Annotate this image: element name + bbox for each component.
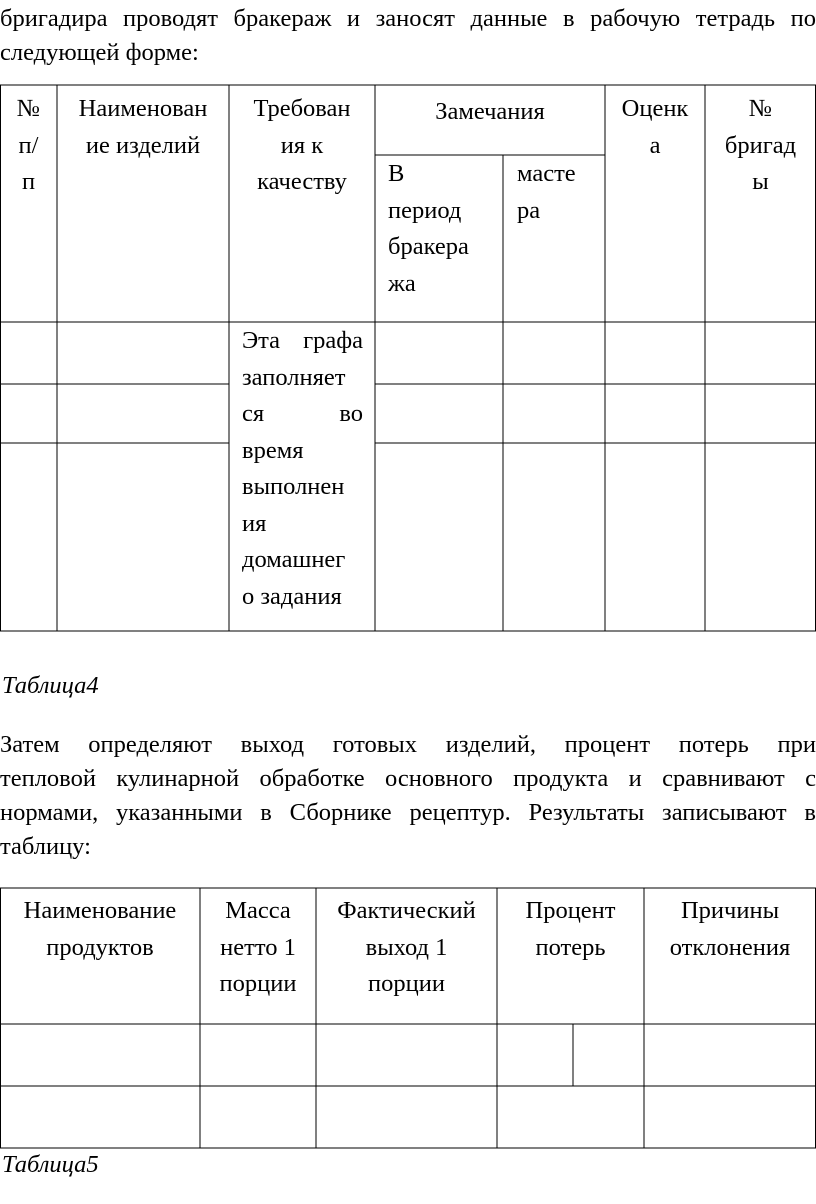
t4-header-req-line: Требован bbox=[253, 95, 351, 122]
t4-header-period-line: В bbox=[388, 160, 405, 187]
table4-caption: Таблица4 bbox=[2, 672, 99, 699]
t4-header-num-line: № bbox=[16, 95, 41, 122]
t4-header-req-line: качеству bbox=[257, 168, 347, 195]
paragraph-line-1: Затем определяют выход готовых изделий, процент потерь при bbox=[0, 731, 816, 758]
t4-header-remarks bbox=[375, 94, 605, 131]
t4-header-num-line: п bbox=[21, 168, 36, 195]
t4-note-line: о задания bbox=[242, 582, 342, 610]
t4-header-master-line: ра bbox=[517, 196, 541, 224]
paragraph-line-4: таблицу: bbox=[0, 833, 91, 860]
t4-header-brigade-line: бригад bbox=[724, 131, 797, 159]
t4-note-line: ия bbox=[242, 509, 267, 537]
t5-header-actual-line: выход 1 bbox=[365, 933, 448, 961]
t4-header-name-line: Наименован bbox=[78, 95, 208, 122]
t5-header-loss-line: потерь bbox=[535, 933, 606, 961]
t4-header-num bbox=[0, 91, 57, 201]
t5-header-reasons-line: отклонения bbox=[669, 933, 791, 961]
t4-header-brigade-line: № bbox=[748, 95, 773, 122]
t5-header-actual-line: Фактический bbox=[337, 897, 476, 924]
t4-note-cell bbox=[242, 323, 363, 615]
t5-header-loss-line: Процент bbox=[525, 897, 616, 924]
t4-header-brigade-line: ы bbox=[752, 168, 769, 195]
t4-header-name bbox=[57, 91, 229, 164]
t4-header-name-line: ие изделий bbox=[85, 131, 201, 159]
paragraph-line-2: тепловой кулинарной обработке основного продукта и сравнивают с bbox=[0, 765, 816, 792]
t4-header-req-line: ия к bbox=[280, 131, 324, 159]
t5-header-actual-line: порции bbox=[368, 970, 445, 997]
t4-note-line: ся во bbox=[242, 400, 363, 427]
t4-header-grade bbox=[605, 91, 705, 164]
t5-header-product-line: Наименование bbox=[23, 897, 177, 924]
table5-caption: Таблица5 bbox=[2, 1151, 99, 1178]
t4-header-period-line: жа bbox=[388, 269, 416, 297]
t5-header-mass-line: Масса bbox=[225, 897, 291, 924]
t4-header-period-line: бракера bbox=[388, 233, 469, 260]
t4-header-remarks-period bbox=[388, 156, 498, 302]
t4-header-requirements bbox=[229, 91, 375, 201]
t4-header-num-line: п/ bbox=[18, 131, 39, 159]
intro-line-1: бригадира проводят бракераж и заносят данные в рабочую тетрадь по bbox=[0, 5, 816, 32]
body-paragraph bbox=[0, 728, 816, 864]
t4-note-line: заполняет bbox=[242, 363, 346, 391]
t4-note-line: выполнен bbox=[242, 473, 345, 500]
t4-header-remarks-label: Замечания bbox=[435, 98, 545, 125]
t4-note-line: Эта графа bbox=[242, 327, 363, 354]
t4-header-grade-line: Оценк bbox=[621, 95, 689, 122]
t5-header-loss bbox=[497, 893, 644, 966]
t4-header-remarks-master bbox=[517, 156, 602, 229]
intro-line-2: следующей форме: bbox=[0, 39, 199, 66]
t4-note-line: время bbox=[242, 436, 304, 464]
t4-header-period-line: период bbox=[388, 196, 462, 224]
t4-header-grade-line: а bbox=[649, 131, 661, 159]
paragraph-line-3: нормами, указанными в Сборнике рецептур. Результаты записывают в bbox=[0, 799, 816, 826]
t5-header-mass bbox=[200, 893, 316, 1003]
t4-note-line: домашнег bbox=[242, 546, 346, 573]
t4-header-brigade bbox=[705, 91, 816, 201]
t5-header-mass-line: порции bbox=[219, 970, 297, 997]
t5-header-actual-yield bbox=[316, 893, 497, 1003]
t5-header-reasons-line: Причины bbox=[680, 897, 780, 924]
t5-header-product-line: продуктов bbox=[46, 933, 154, 961]
t5-header-mass-line: нетто 1 bbox=[220, 933, 296, 961]
t5-header-reasons bbox=[644, 893, 816, 966]
t4-header-master-line: масте bbox=[517, 160, 576, 187]
t5-header-product bbox=[0, 893, 200, 966]
